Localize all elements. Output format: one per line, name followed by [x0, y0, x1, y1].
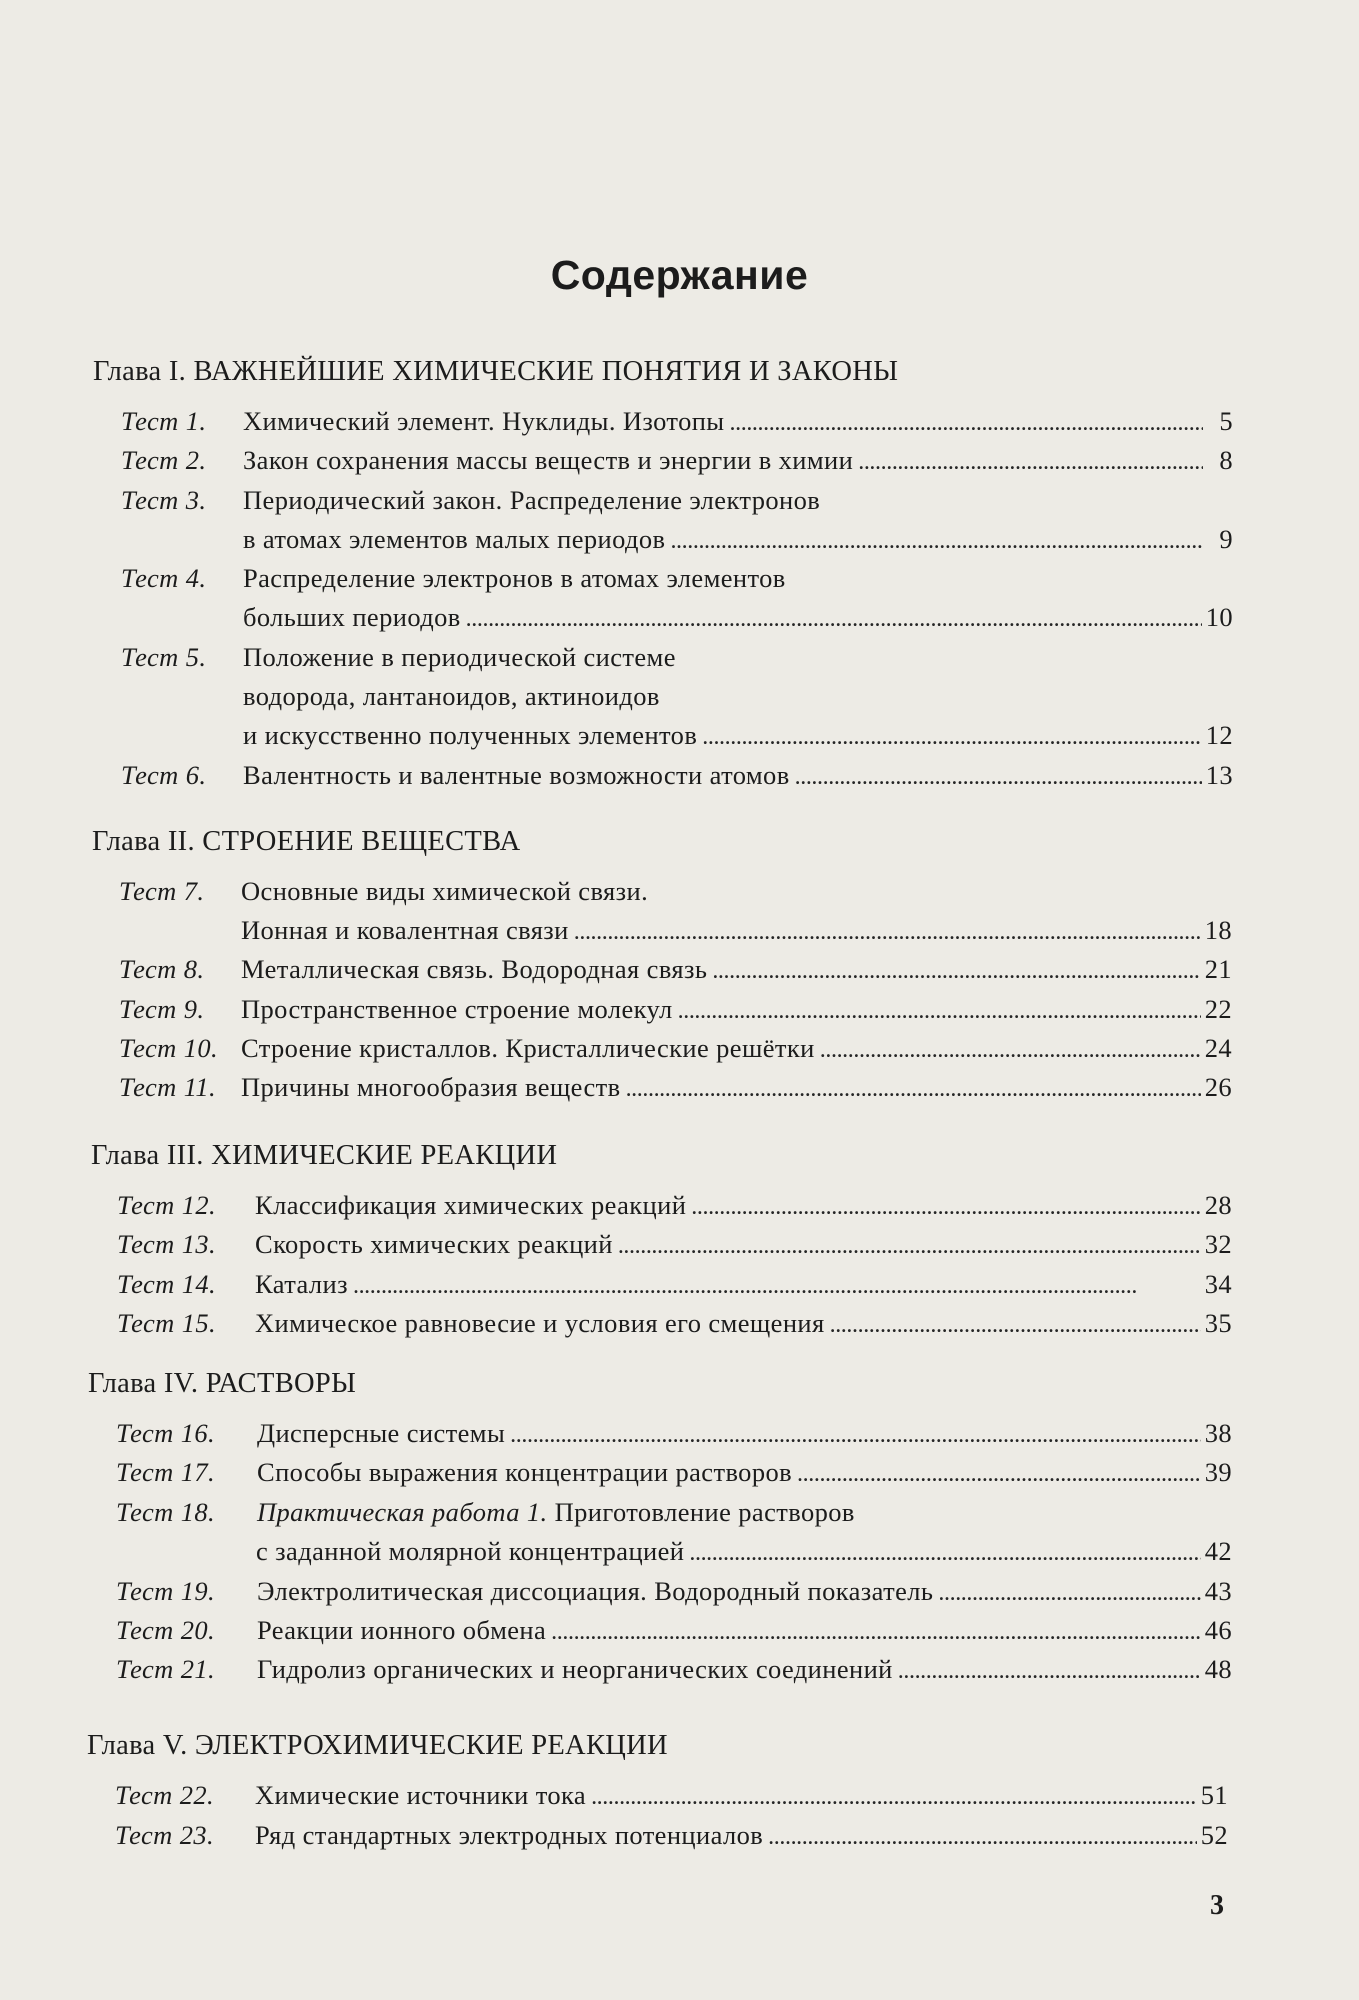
test-title: Строение кристаллов. Кристаллические решётки: [241, 1032, 815, 1063]
test-title-continued: больших периодов: [243, 602, 461, 633]
toc-entry: [0, 1418, 1359, 1457]
test-label: Тест 21.: [116, 1654, 216, 1685]
page-ref: 26: [1204, 1071, 1232, 1102]
page-ref: 38: [1204, 1418, 1232, 1448]
dot-leader: [574, 915, 1201, 946]
dot-leader: [678, 994, 1201, 1025]
toc-entry: [0, 1654, 1359, 1693]
toc-entry-continuation: [0, 681, 1359, 720]
page-ref: 9: [1219, 523, 1233, 554]
toc-entry: [0, 642, 1359, 681]
test-label: Тест 2.: [121, 445, 207, 476]
test-title: Электролитическая диссоциация. Водородный показатель: [257, 1575, 934, 1606]
test-title: Катализ: [255, 1268, 348, 1299]
page-ref: 35: [1204, 1307, 1232, 1338]
dot-leader: [712, 954, 1200, 985]
dot-leader: [591, 1780, 1197, 1811]
test-title-continued: водорода, лантаноидов, актиноидов: [243, 681, 660, 712]
page-title: Содержание: [550, 252, 809, 298]
page-ref: 8: [1219, 445, 1233, 476]
toc-entry: [0, 1308, 1359, 1347]
toc-entry: [0, 1269, 1359, 1308]
page-ref: 32: [1204, 1229, 1232, 1260]
dot-leader: [768, 1820, 1197, 1851]
test-title: Металлическая связь. Водородная связь: [241, 954, 708, 985]
test-label: Тест 10.: [119, 1032, 219, 1063]
test-title: Скорость химических реакций: [255, 1229, 613, 1260]
test-title: Способы выражения концентрации растворов: [257, 1457, 793, 1488]
dot-leader: [702, 720, 1201, 751]
test-title-continued: с заданной молярной концентрацией: [256, 1536, 685, 1567]
test-label: Тест 9.: [119, 993, 205, 1024]
test-title: Гидролиз органических и неорганических соединений: [257, 1654, 893, 1685]
page-number: 3: [1210, 1890, 1224, 1921]
page-ref: 46: [1204, 1614, 1232, 1645]
toc-entry: [0, 760, 1359, 799]
test-label: Тест 13.: [117, 1229, 217, 1260]
page-ref: 28: [1204, 1190, 1232, 1220]
test-title: Периодический закон. Распределение электронов: [243, 484, 821, 515]
dot-leader: [626, 1072, 1201, 1103]
test-label: Тест 12.: [117, 1190, 217, 1220]
test-label: Тест 20.: [116, 1614, 216, 1645]
test-label: Тест 8.: [119, 954, 205, 985]
toc-entry: [0, 485, 1359, 524]
page-ref: 22: [1204, 993, 1232, 1024]
toc-entry: [0, 876, 1359, 915]
test-label: Тест 3.: [121, 484, 207, 515]
test-label: Тест 17.: [116, 1457, 216, 1488]
test-title: Распределение электронов в атомах элементов: [243, 563, 786, 594]
dot-leader: [858, 445, 1203, 476]
dot-leader: [898, 1654, 1201, 1685]
dot-leader: [466, 602, 1202, 633]
test-title: Реакции ионного обмена: [257, 1614, 547, 1645]
dot-leader: [551, 1615, 1201, 1646]
test-title: Пространственное строение молекул: [241, 993, 673, 1024]
test-title: Дисперсные системы: [257, 1418, 506, 1448]
practical-work-prefix: Практическая работа 1.: [257, 1496, 548, 1527]
test-label: Тест 11.: [119, 1071, 217, 1102]
test-label: Тест 14.: [117, 1268, 217, 1299]
toc-entry: [0, 1033, 1359, 1072]
dot-leader: [670, 524, 1203, 555]
test-label: Тест 23.: [115, 1819, 215, 1850]
toc-entry-continuation: [0, 1536, 1359, 1575]
test-label: Тест 6.: [121, 759, 207, 790]
page-ref: 24: [1204, 1032, 1232, 1063]
toc-entry-continuation: [0, 524, 1359, 563]
test-label: Тест 15.: [117, 1307, 217, 1338]
toc-entry: [0, 1576, 1359, 1615]
page-ref: 42: [1204, 1536, 1232, 1567]
dot-leader: [830, 1308, 1201, 1339]
page-ref: 10: [1205, 602, 1233, 633]
test-label: Тест 4.: [121, 563, 207, 594]
toc-entry: [0, 1780, 1359, 1820]
page-ref: 39: [1204, 1457, 1232, 1488]
test-title: Классификация химических реакций: [255, 1190, 687, 1220]
test-label: Тест 22.: [115, 1780, 215, 1810]
test-label: Тест 16.: [116, 1418, 216, 1448]
test-title-continued: и искусственно полученных элементов: [243, 720, 698, 751]
dot-leader: [353, 1269, 1201, 1300]
page-ref: 34: [1204, 1268, 1232, 1299]
toc-entry: [0, 1820, 1359, 1860]
page-ref: 43: [1204, 1575, 1232, 1606]
test-title: Валентность и валентные возможности атомов: [243, 759, 790, 790]
toc-entry: [0, 445, 1359, 484]
page-ref: 51: [1200, 1780, 1228, 1810]
test-label: Тест 5.: [121, 641, 207, 672]
test-title: Химические источники тока: [255, 1780, 587, 1810]
page-ref: 5: [1219, 406, 1233, 436]
dot-leader: [795, 760, 1202, 791]
chapter-heading: Глава V. ЭЛЕКТРОХИМИЧЕСКИЕ РЕАКЦИИ: [87, 1730, 668, 1761]
test-title-text: Приготовление растворов: [554, 1496, 855, 1527]
test-title: Химическое равновесие и условия его смещения: [255, 1307, 825, 1338]
test-title: Закон сохранения массы веществ и энергии в химии: [243, 445, 854, 476]
toc-entry: [0, 1615, 1359, 1654]
test-label: Тест 18.: [116, 1496, 216, 1527]
toc-entry: [0, 406, 1359, 445]
toc-entry-continuation: [0, 602, 1359, 641]
chapter-heading: Глава I. ВАЖНЕЙШИЕ ХИМИЧЕСКИЕ ПОНЯТИЯ И ЗАКОНЫ: [93, 356, 899, 387]
page-ref: 48: [1204, 1654, 1232, 1685]
test-title: Причины многообразия веществ: [241, 1071, 621, 1102]
dot-leader: [797, 1457, 1201, 1488]
test-title: Положение в периодической системе: [243, 641, 676, 672]
chapter-heading: Глава IV. РАСТВОРЫ: [88, 1368, 357, 1399]
dot-leader: [820, 1033, 1201, 1064]
page-ref: 52: [1200, 1819, 1228, 1850]
test-title-continued: в атомах элементов малых периодов: [243, 523, 666, 554]
test-title: Основные виды химической связи.: [241, 876, 649, 906]
test-title-continued: Ионная и ковалентная связи: [241, 915, 569, 946]
toc-entry: [0, 1072, 1359, 1111]
test-title: Химический элемент. Нуклиды. Изотопы: [243, 406, 725, 436]
dot-leader: [730, 406, 1203, 437]
page-ref: 18: [1204, 915, 1232, 946]
page-ref: 21: [1204, 954, 1232, 985]
dot-leader: [510, 1418, 1201, 1449]
test-label: Тест 19.: [116, 1575, 216, 1606]
dot-leader: [938, 1576, 1200, 1607]
toc-entry-continuation: [0, 915, 1359, 954]
toc-entry: [0, 1190, 1359, 1229]
test-title: Ряд стандартных электродных потенциалов: [255, 1819, 764, 1850]
dot-leader: [689, 1536, 1200, 1567]
toc-entry: [0, 1457, 1359, 1496]
dot-leader: [618, 1229, 1201, 1260]
chapter-heading: Глава II. СТРОЕНИЕ ВЕЩЕСТВА: [92, 826, 521, 857]
page-ref: 13: [1205, 759, 1233, 790]
chapter-heading: Глава III. ХИМИЧЕСКИЕ РЕАКЦИИ: [91, 1140, 558, 1171]
dot-leader: [691, 1190, 1200, 1221]
toc-entry: [0, 1229, 1359, 1268]
page-ref: 12: [1205, 720, 1233, 751]
test-label: Тест 1.: [121, 406, 207, 436]
toc-entry: [0, 994, 1359, 1033]
toc-entry: [0, 563, 1359, 602]
toc-entry-continuation: [0, 720, 1359, 759]
test-label: Тест 7.: [119, 876, 205, 906]
toc-entry: [0, 1497, 1359, 1536]
toc-entry: [0, 954, 1359, 993]
test-title: [257, 1497, 855, 1528]
